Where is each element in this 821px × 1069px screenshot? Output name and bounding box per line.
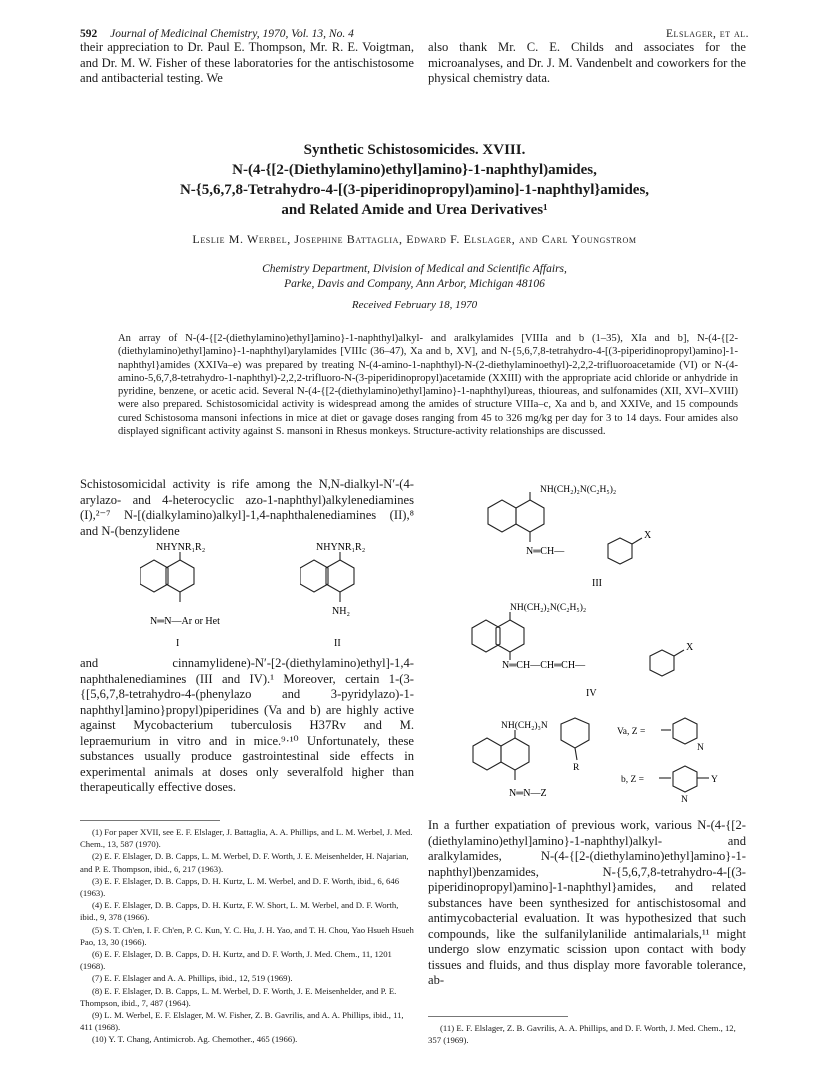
structure-Va-ring-n: N xyxy=(697,743,704,753)
structure-II-top-label: NHYNR₁R₂ xyxy=(316,542,366,553)
structure-III-substituent: X xyxy=(644,530,652,541)
structure-V-r-label: R xyxy=(573,763,580,773)
previous-article-tail-left: their appreciation to Dr. Paul E. Thompson, Mr. R. E. Voigtman, and Dr. M. W. Fisher of these laboratories for the antischistosome and antibacterial testing. We xyxy=(80,40,414,85)
structure-V-drawing xyxy=(465,710,745,814)
footnote: (2) E. F. Elslager, D. B. Capps, L. M. Werbel, D. F. Worth, J. E. Meisenhelder, H. Najarian, and P. E. Thompson, ibid., 6, 217 (1963). xyxy=(80,851,409,874)
title-line: Synthetic Schistosomicides. XVIII. xyxy=(303,142,526,158)
structure-I-bottom-label: N═N—Ar or Het xyxy=(150,616,220,627)
structure-Vb-substituent: Y xyxy=(711,775,718,785)
abstract: An array of N-(4-{[2-(diethylamino)ethyl]amino}-1-naphthyl)alkyl- and aralkylamides [VIIIa and b (1–35), XIa and b], N-(4-{[2-(diethylamino)ethyl]amino}-1-naphthyl)arylamides [VIIIc (36–47), Xa and b, XV], and N-{5,6,7,8-tetrahydro-4-[(3-piperidinopropyl)amino]-1-naphthyl}amides (XXIVa–e) was prepared by treating N-(4-amino-1-naphthyl)-N-(2-diethylaminoethyl)-2,2,2-trifluoroacetamide (VI) or N-(4-amino-5,6,7,8-tetrahydro-1-naphthyl)-2,2,2-trifluoro-N-(3-piperidinopropyl)acetamide (XXIII) with the appropriate acid chloride or anhydride in pyridine, benzene, or acetic acid. Several N-(4-{[2-(diethylamino)ethyl]amino}-1-naphthyl)ureas, thioureas, and sulfonamides (XII, XVI–XVIII) were also prepared. Schistosomicidal activity is widespread among the amides of structure VIIIa–c, Xa and b, and XXIVe, and 15 compounds cured Schistosoma mansoni infections in mice at diet or gavage doses ranging from 45 to 326 mg/kg per day for 3 to 14 days. Four amides also displayed significant activity against S. mansoni in Rhesus monkeys. Structure-activity relationships are discussed. xyxy=(118,333,738,438)
title-line: N-{5,6,7,8-Tetrahydro-4-[(3-piperidinopropyl)amino]-1-naphthyl}amides, xyxy=(179,182,650,198)
footnote: (3) E. F. Elslager, D. B. Capps, D. H. Kurtz, L. M. Werbel, and D. F. Worth, ibid., 6, 646 (1963). xyxy=(80,875,400,899)
footnote-right: (11) E. F. Elslager, Z. B. Gavrilis, A. A. Phillips, and D. F. Worth, J. Med. Chem., 12, 357 (1969). xyxy=(428,1023,736,1046)
structure-III-top-label: NH(CH₂)₂N(C₂H₅)₂ xyxy=(540,485,617,495)
body-paragraph-1: Schistosomicidal activity is rife among the N,N-dialkyl-N′-(4-arylazo- and 4-heterocyclic azo-1-naphthyl)alkylenediamines (I),²⁻⁷ N-[(dialkylamino)alkyl]-1,4-naphthalenediamines (II),⁸ and N-(benzylidene xyxy=(80,477,414,538)
structure-Vb-label: b, Z = xyxy=(621,775,645,785)
structure-IV-substituent: X xyxy=(686,642,694,653)
footnote: (6) E. F. Elslager, D. B. Capps, D. H. Kurtz, and D. F. Worth, J. Med. Chem., 11, 1201 (1968). xyxy=(80,949,392,972)
structure-I-top-label: NHYNR₁R₂ xyxy=(156,542,206,553)
footnote-rule-right xyxy=(428,1016,568,1017)
previous-article-tail-right: also thank Mr. C. E. Childs and associates for the microanalyses, and Dr. J. M. Vandenbelt and coworkers for the physical chemistry data. xyxy=(428,40,746,85)
structure-III-label: III xyxy=(592,578,602,589)
structure-IV-bottom-label: N═CH—CH═CH— xyxy=(502,660,586,671)
title-line: and Related Amide and Urea Derivatives¹ xyxy=(281,202,548,218)
affiliation-line: Chemistry Department, Division of Medical and Scientific Affairs, xyxy=(262,263,567,275)
structure-IV-top-label: NH(CH₂)₂N(C₂H₅)₂ xyxy=(510,603,587,613)
structure-I-drawing xyxy=(140,540,250,660)
structure-IV-label: IV xyxy=(586,688,597,699)
page-number: 592 xyxy=(80,28,98,40)
structure-I-label: I xyxy=(176,638,180,649)
structure-V-bottom-label: N═N—Z xyxy=(509,788,547,799)
received-date: Received February 18, 1970 xyxy=(351,299,478,311)
journal-citation: Journal of Medicinal Chemistry, 1970, Vol. 13, No. 4 xyxy=(110,28,354,40)
structure-Vb-ring-n: N xyxy=(681,795,688,805)
structure-I xyxy=(140,540,250,660)
footnote: (5) S. T. Ch'en, I. F. Ch'en, P. C. Kun, Y. C. Hu, J. H. Yao, and T. H. Chou, Yao Hsueh Hsueh Pao, 13, 30 (1966). xyxy=(80,924,414,947)
footnote: (10) Y. T. Chang, Antimicrob. Ag. Chemother., 465 (1966). xyxy=(92,1034,298,1045)
footnotes xyxy=(80,826,414,1046)
body-paragraph-2: and cinnamylidene)-N′-[2-(diethylamino)ethyl]-1,4-naphthalenediamines (III and IV).¹ Moreover, certain 1-(3-{[5,6,7,8-tetrahydro-4-(phenylazo and 3-pyridylazo)-1-naphthyl]amino}propyl)piperidines (Va and b) are highly active against Mycobacterium tuberculosis H37Rv and M. lepraemurium in vitro and in mice.⁹·¹⁰ Unfortunately, these substances usually produce gastrointestinal side effects in experimental animals at doses only severalfold higher than therapeutically effective doses. xyxy=(80,656,414,794)
footnote: (7) E. F. Elslager and A. A. Phillips, ibid., 12, 519 (1969). xyxy=(92,973,293,984)
structure-V-top-label: NH(CH₂)₃N xyxy=(501,721,548,731)
title-line: N-(4-{[2-(Diethylamino)ethyl]amino}-1-naphthyl)amides, xyxy=(232,162,597,178)
structure-III-bottom-label: N═CH— xyxy=(526,546,565,557)
author-list: Leslie M. Werbel, Josephine Battaglia, Edward F. Elslager, and Carl Youngstrom xyxy=(192,232,637,246)
footnote: (8) E. F. Elslager, D. B. Capps, L. M. Werbel, D. F. Worth, J. E. Meisenhelder, and P. E. Thompson, ibid., 7, 487 (1964). xyxy=(80,985,397,1008)
structure-II-label: II xyxy=(334,638,341,649)
structure-II-bottom-label: NH₂ xyxy=(332,606,350,617)
structure-III xyxy=(470,478,730,598)
footnote: (1) For paper XVII, see E. F. Elslager, J. Battaglia, A. A. Phillips, and L. M. Werbel, J. Med. Chem., 13, 587 (1970). xyxy=(80,827,413,850)
affiliation-line: Parke, Davis and Company, Ann Arbor, Michigan 48106 xyxy=(284,278,545,290)
article-title xyxy=(80,140,749,220)
structure-IV-drawing xyxy=(470,598,730,708)
structure-II-drawing xyxy=(300,540,410,660)
footnote: (9) L. M. Werbel, E. F. Elslager, M. W. Fisher, Z. B. Gavrilis, and A. A. Phillips, ibid., 11, 411 (1968). xyxy=(80,1010,404,1033)
structure-Va-label: Va, Z = xyxy=(617,727,646,737)
body-paragraph-3: In a further expatiation of previous work, various N-(4-{[2-(diethylamino)ethyl]amino}-1-naphthyl)alkyl- and aralkylamides, N-(4-{[2-(diethylamino)ethyl]amino}-1-naphthyl)benzamides, N-{5,6,7,8-tetrahydro-4-[(3-piperidinopropyl)amino]-1-naphthyl}amides, and related substances have been synthesized for antischistosomal and antimycobacterial evaluation. It was hypothesized that such compounds, like the sulfanilylanilide antimalarials,¹¹ might undergo slow enzymatic scission upon contact with body tissues and fluids, and thus display more favorable tolerance, ab- xyxy=(428,818,746,987)
structure-IV xyxy=(470,598,730,708)
structure-II xyxy=(300,540,410,660)
running-author: Elslager, et al. xyxy=(666,28,749,40)
footnote-rule xyxy=(80,820,220,821)
structure-III-drawing xyxy=(470,478,730,598)
structure-V xyxy=(465,710,745,814)
affiliation xyxy=(80,262,749,292)
running-header xyxy=(80,28,354,40)
footnote: (4) E. F. Elslager, D. B. Capps, D. H. Kurtz, F. W. Short, L. M. Werbel, and D. F. Worth, ibid., 9, 378 (1966). xyxy=(80,900,399,923)
